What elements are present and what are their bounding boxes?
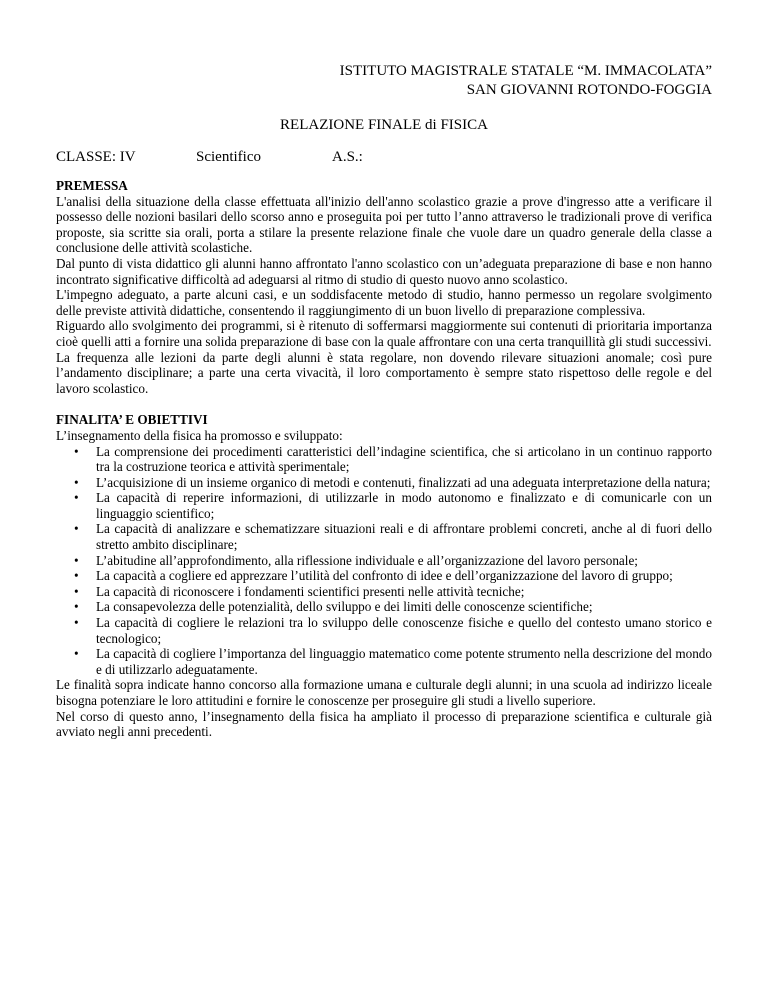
list-item: • La capacità di reperire informazioni, di utilizzarle in modo autonomo e finalizzato e di comunicarle con un linguaggio scientifico; xyxy=(96,490,712,521)
objectives-list xyxy=(56,444,712,678)
list-item: • La capacità di analizzare e schematizzare situazioni reali e di affrontare problemi concreti, anche al di fuori dello stretto ambito disciplinare; xyxy=(96,521,712,552)
list-item: • La capacità di cogliere l’importanza del linguaggio matematico come potente strumento nella descrizione del mondo e di utilizzarlo adeguatamente. xyxy=(96,646,712,677)
list-item: • L’acquisizione di un insieme organico di metodi e contenuti, finalizzati ad una adeguata interpretazione della natura; xyxy=(96,475,712,491)
school-header xyxy=(340,62,712,100)
list-item: • La capacità di cogliere le relazioni tra lo sviluppo delle conoscenze fisiche e quello del contesto umano storico e tecnologico; xyxy=(96,615,712,646)
finalita-closing-paragraph: Le finalità sopra indicate hanno concorso alla formazione umana e culturale degli alunni; in una scuola ad indirizzo liceale bisogna potenziare le loro attitudini e fornire le conoscenze per proseguire gli studi a livello superiore. xyxy=(56,677,712,708)
premessa-paragraph: L'analisi della situazione della classe effettuata all'inizio dell'anno scolastico grazie a prove d'ingresso atte a verificare il possesso delle nozioni basilari dello scorso anno e proseguita poi per tutto l’anno attraverso le tradizionali prove di verifica proposte, sia scritte sia orali, porta a stilare la presente relazione finale che vuole dare un quadro generale della classe a conclusione delle attività scolastiche. xyxy=(56,193,712,256)
finalita-heading: FINALITA’ E OBIETTIVI xyxy=(56,412,208,428)
class-label: CLASSE: IV xyxy=(56,149,136,165)
finalita-intro: L’insegnamento della fisica ha promosso e sviluppato: xyxy=(56,427,343,443)
finalita-closing-paragraph: Nel corso di questo anno, l’insegnamento della fisica ha ampliato il processo di preparazione scientifica e culturale già avviato negli anni precedenti. xyxy=(56,708,712,740)
list-item: • La capacità a cogliere ed apprezzare l’utilità del confronto di idee e dell’organizzazione del lavoro di gruppo; xyxy=(96,568,712,584)
premessa-paragraph: Dal punto di vista didattico gli alunni hanno affrontato l'anno scolastico con un’adeguata preparazione di base e non hanno incontrato significative difficoltà ad adeguarsi al ritmo di studio di questo nuovo anno scolastico. xyxy=(56,255,712,287)
report-title: RELAZIONE FINALE di FISICA xyxy=(280,117,488,133)
list-item: • L’abitudine all’approfondimento, alla riflessione individuale e all’organizzazione del lavoro personale; xyxy=(96,553,712,569)
premessa-paragraph: La frequenza alle lezioni da parte degli alunni è stata regolare, non dovendo rilevare situazioni anomale; così pure l’andamento disciplinare; a parte una certa vivacità, il loro comportamento è sempre stato rispettoso delle regole e del lavoro scolastico. xyxy=(56,349,712,396)
school-name: ISTITUTO MAGISTRALE STATALE “M. IMMACOLATA” xyxy=(339,63,712,79)
school-year-label: A.S.: xyxy=(332,149,363,165)
list-item: • La comprensione dei procedimenti caratteristici dell’indagine scientifica, che si articolano in un continuo rapporto tra la costruzione teorica e attività sperimentale; xyxy=(96,444,712,475)
premessa-paragraph: Riguardo allo svolgimento dei programmi, si è ritenuto di soffermarsi maggiormente sui contenuti di prioritaria importanza cioè quelli atti a fornire una solida preparazione di base con la quale affrontare con una certa tranquillità gli studi successivi. xyxy=(56,318,712,349)
report-body xyxy=(56,178,712,740)
list-item: • La capacità di riconoscere i fondamenti scientifici presenti nelle attività tecniche; xyxy=(96,584,712,600)
track-label: Scientifico xyxy=(196,149,261,165)
list-item: • La consapevolezza delle potenzialità, dello sviluppo e dei limiti delle conoscenze scientifiche; xyxy=(96,599,712,615)
premessa-heading: PREMESSA xyxy=(56,178,128,193)
school-location: SAN GIOVANNI ROTONDO-FOGGIA xyxy=(466,82,712,98)
premessa-paragraph: L'impegno adeguato, a parte alcuni casi, e un soddisfacente metodo di studio, hanno permesso un regolare svolgimento delle previste attività didattiche, consentendo il raggiungimento di un buon livello di preparazione complessiva. xyxy=(56,287,712,318)
